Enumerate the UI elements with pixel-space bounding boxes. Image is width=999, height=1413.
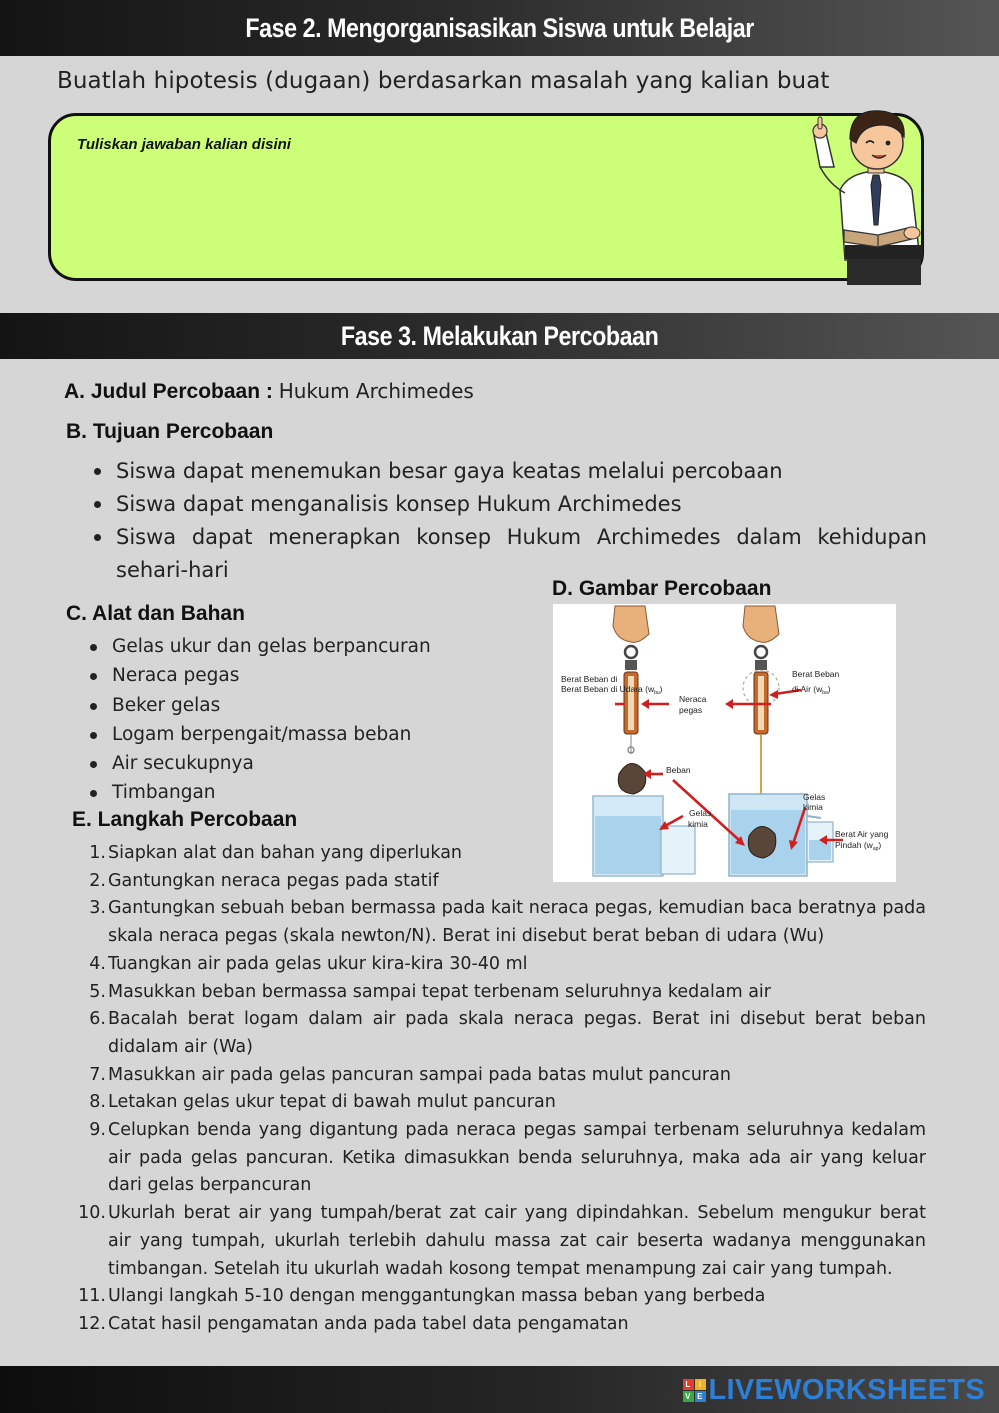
label-berat-udara-2: Berat Beban di Udara $(w_{bu})$ bbox=[561, 684, 663, 696]
list-item: Gelas ukur dan gelas berpancuran bbox=[88, 632, 488, 661]
label-beban: Beban bbox=[666, 765, 691, 775]
label-berat-air: Berat Beban bbox=[792, 669, 840, 679]
langkah-label: E. Langkah Percobaan bbox=[72, 808, 298, 831]
list-item: Timbangan bbox=[88, 778, 488, 807]
list-item: 6. Bacalah berat logam dalam air pada skala neraca pegas. Berat ini disebut berat beban didalam air (Wa) bbox=[89, 1009, 926, 1057]
answer-hint: Tuliskan jawaban kalian disini bbox=[77, 136, 291, 153]
judul-label: A. Judul Percobaan : bbox=[64, 380, 273, 403]
phase2-title-banner bbox=[0, 0, 999, 56]
footer-bar bbox=[0, 1366, 999, 1413]
list-item: Siswa dapat menerapkan konsep Hukum Archimedes dalam kehidupan sehari-hari bbox=[92, 521, 927, 587]
label-air-pindah-2: Pindah $(w_{ap})$ bbox=[835, 840, 882, 852]
label-berat-udara: Berat Beban di bbox=[561, 674, 618, 684]
list-item: 4. Tuangkan air pada gelas ukur kira-kira 30-40 ml bbox=[89, 953, 528, 974]
tujuan-label: B. Tujuan Percobaan bbox=[66, 420, 274, 443]
label-air-pindah-1: Berat Air yang bbox=[835, 829, 889, 839]
label-gelas-kimia-left-2: kimia bbox=[688, 819, 708, 829]
phase2-title: Fase 2. Mengorganisasikan Siswa untuk Belajar bbox=[245, 13, 754, 43]
list-item: Logam berpengait/massa beban bbox=[88, 720, 488, 749]
phase2-instruction: Buatlah hipotesis (dugaan) berdasarkan masalah yang kalian buat bbox=[57, 68, 830, 94]
list-item: 1. Siapkan alat dan bahan yang diperlukan bbox=[89, 843, 463, 863]
list-item: Air secukupnya bbox=[88, 749, 488, 778]
list-item: 3. Gantungkan sebuah beban bermassa pada kait neraca pegas, kemudian baca beratnya pada skala neraca pegas (skala newton/N). Berat ini disebut berat beban di udara (Wu) bbox=[89, 898, 926, 947]
list-item: Siswa dapat menemukan besar gaya keatas melalui percobaan bbox=[92, 455, 927, 488]
gambar-label: D. Gambar Percobaan bbox=[552, 577, 772, 600]
label-berat-air-2: di Air $(w_{ba})$ bbox=[792, 684, 831, 696]
liveworksheets-logo-icon: L I V E bbox=[683, 1379, 706, 1402]
list-item: 2. Gantungkan neraca pegas pada statif bbox=[89, 870, 439, 891]
list-item: 7. Masukkan air pada gelas pancuran sampai pada batas mulut pancuran bbox=[89, 1064, 731, 1085]
langkah-list bbox=[80, 840, 926, 1339]
label-gelas-kimia-right-2: kimia bbox=[803, 802, 823, 812]
teacher-illustration bbox=[800, 95, 950, 290]
phase3-title-banner bbox=[0, 313, 999, 359]
list-item: 9. Celupkan benda yang digantung pada neraca pegas sampai terbenam seluruhnya kedalam air pada gelas pancuran. Ketika dimasukkan benda seluruhnya, maka ada air yang keluar dari gelas berpancuran bbox=[89, 1120, 926, 1196]
list-item: 5. Masukkan beban bermassa sampai tepat terbenam seluruhnya kedalam air bbox=[89, 981, 771, 1002]
list-item: Neraca pegas bbox=[88, 661, 488, 690]
list-item: 11. Ulangi langkah 5-10 dengan menggantungkan massa beban yang berbeda bbox=[78, 1286, 766, 1307]
label-gelas-kimia-right-1: Gelas bbox=[803, 792, 826, 802]
list-item: 8. Letakan gelas ukur tepat di bawah mulut pancuran bbox=[89, 1092, 556, 1113]
label-gelas-kimia-left-1: Gelas bbox=[689, 808, 712, 818]
label-pegas: pegas bbox=[679, 705, 703, 715]
liveworksheets-brand[interactable] bbox=[683, 1374, 986, 1407]
alat-label: C. Alat dan Bahan bbox=[66, 602, 245, 625]
brand-text: LIVEWORKSHEETS bbox=[708, 1374, 985, 1406]
tujuan-list bbox=[92, 455, 927, 587]
phase3-title: Fase 3. Melakukan Percobaan bbox=[340, 321, 659, 351]
list-item: Siswa dapat menganalisis konsep Hukum Archimedes bbox=[92, 488, 927, 521]
list-item: Beker gelas bbox=[88, 691, 488, 720]
judul-value: Hukum Archimedes bbox=[278, 379, 474, 403]
list-item: 10. Ukurlah berat air yang tumpah/berat zat cair yang dipindahkan. Sebelum mengukur berat air yang tumpah, ukurlah terlebih dahulu massa zat cair beserta wadanya menggunakan timbangan. Setelah itu ukurlah wadah kosong tempat menampung zai cair yang tumpah. bbox=[78, 1203, 926, 1279]
label-neraca: Neraca bbox=[679, 694, 707, 704]
judul-section bbox=[64, 379, 474, 404]
alat-list bbox=[88, 632, 488, 808]
hypothesis-answer-box[interactable] bbox=[48, 113, 924, 281]
list-item: 12. Catat hasil pengamatan anda pada tabel data pengamatan bbox=[78, 1313, 629, 1334]
